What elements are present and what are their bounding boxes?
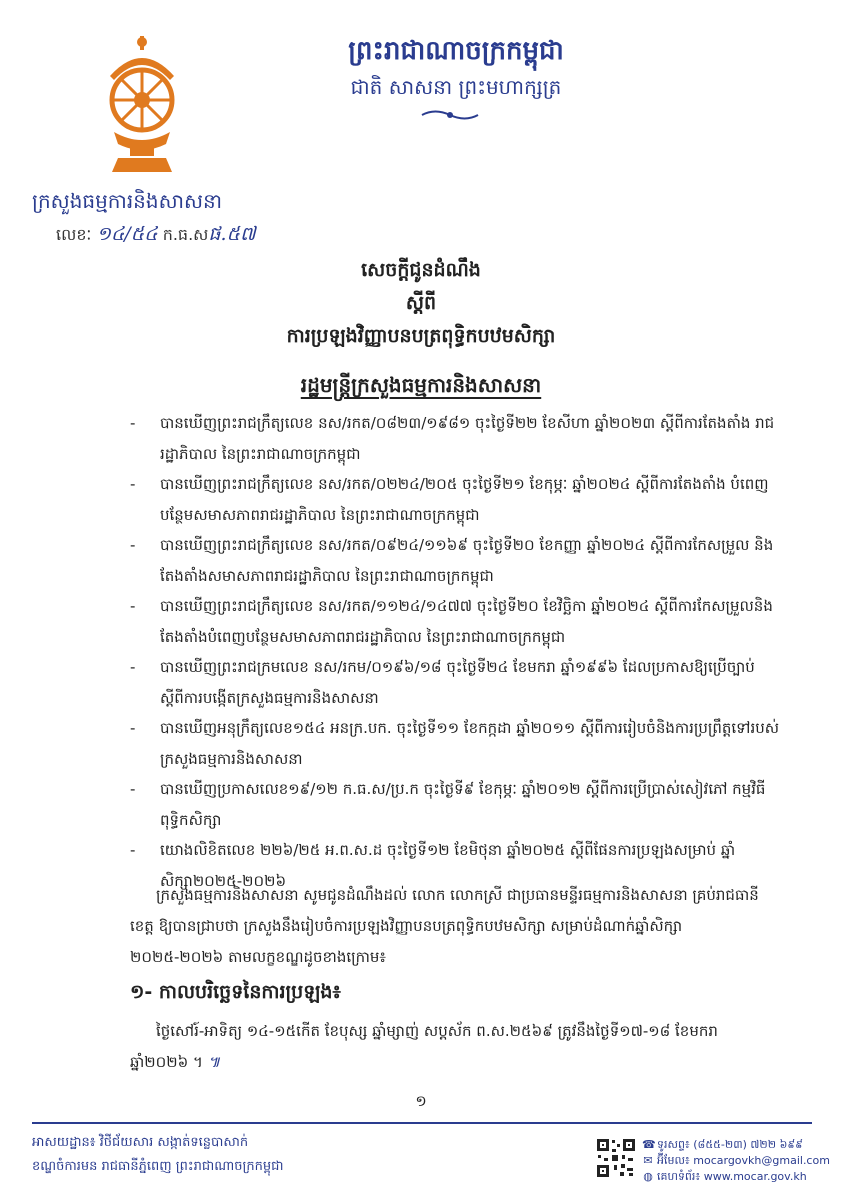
footer-address-line1: អាសយដ្ឋាន៖ វិថីជ័យសារ សង្កាត់ទន្លេបាសាក់ [32,1135,249,1150]
footer-divider [32,1122,812,1124]
ministry-emblem-icon [100,36,184,176]
ministry-name: ក្រសួងធម្មការនិងសាសនា [32,189,223,213]
reference-suffix: ក.ធ.ស [162,225,209,244]
exam-date-text: ថ្ងៃសៅរ៍-អាទិត្យ ១៤-១៥កេីត ខែបុស្ស ឆ្នាំម្សាញ់ សប្តស័ក ព.ស.២៥៦៩ ត្រូវនឹងថ្ងៃទី១៧-១៨ ខែមករា ឆ្នាំ២០២៦ ។ [130,1022,718,1071]
footer-address-line2: ខណ្ឌចំការមន រាជធានីភ្នំពេញ ព្រះរាជាណាចក្រកម្ពុជា [32,1159,284,1174]
notice-body-paragraph: ក្រសួងធម្មការនិងសាសនា សូមជូនដំណឹងដល់ លោក លោកស្រី ជាប្រធានមន្ទីរធម្មការនិងសាសនា គ្រប់រាជធានី ខេត្ត ឱ្យបានជ្រាបថា ក្រសួងនឹងរៀបចំការប្រឡងវិញ្ញាបនបត្រពុទ្ធិកបឋមសិក្សា សម្រាប់ដំណាក់ឆ្នាំសិក្សា ២០២៥-២០២៦ តាមលក្ខខណ្ឌដូចខាងក្រោម៖ [130,886,759,966]
footer-phone-text: ទូរសព្ទ៖ (៨៥៥-២៣) ៧២២ ៦៩៩ [657,1138,803,1151]
notice-title: សេចក្តីជូនដំណឹង [361,259,481,281]
list-item: - បានឃើញព្រះរាជក្រមលេខ នស/រកម/០១៩៦/១៨ ចុះថ្ងៃទី២៤ ខែមករា ឆ្នាំ១៩៩៦ ដែលប្រកាសឱ្យប្រើច្បាប់ ស្តីពីការបង្កើតក្រសួងធម្មការនិងសាសនា [130,652,780,713]
list-item: - បានឃើញព្រះរាជក្រឹត្យលេខ នស/រកត/០៩២៤/១១៦៩ ចុះថ្ងៃទី២០ ខែកញ្ញា ឆ្នាំ២០២៤ ស្តីពីការកែសម្រួល និងតែងតាំងសមាសភាពរាជរដ្ឋាភិបាល នៃព្រះរាជាណាចក្រកម្ពុជា [130,530,780,591]
globe-icon: ◍ [643,1170,653,1183]
minister-heading: រដ្ឋមន្ត្រីក្រសួងធម្មការនិងសាសនា [300,373,542,397]
qr-code-icon [596,1138,636,1178]
notice-title-about: ស្តីពី [405,292,437,314]
national-motto: ជាតិ សាសនា ព្រះមហាក្សត្រ [350,75,562,99]
list-item: - យោងលិខិតលេខ ២២៦/២៥ អ.ព.ស.ដ ចុះថ្ងៃទី១២ ខែមិថុនា ឆ្នាំ២០២៥ ស្តីពីផែនការប្រឡងសម្រាប់ ឆ្នាំសិក្សា២០២៥-២០២៦ [130,835,780,896]
footer-website-text[interactable]: គេហទំព័រ៖ www.mocar.gov.kh [657,1170,807,1183]
reference-tail-handwritten: ផ.៥៧ [208,223,256,245]
page-number: ១ [415,1092,427,1110]
list-item: - បានឃើញព្រះរាជក្រឹត្យលេខ នស/រកត/១១២៤/១៤៧៧ ចុះថ្ងៃទី២០ ខែវិច្ឆិកា ឆ្នាំ២០២៤ ស្តីពីការកែសម្រួលនិងតែងតាំងបំពេញបន្ថែមសមាសភាពរាជរដ្ឋាភិបាល នៃព្រះរាជាណាចក្រកម្ពុជា [130,591,780,652]
section-heading-exam-date: ១- កាលបរិច្ឆេទនៃការប្រឡង៖ [130,981,341,1003]
list-item: - បានឃើញអនុក្រឹត្យលេខ១៥៤ អនក្រ.បក. ចុះថ្ងៃទី១១ ខែកក្កដា ឆ្នាំ២០១១ ស្តីពីការរៀបចំនិងការប្រព្រឹត្តទៅរបស់ក្រសួងធម្មការនិងសាសនា [130,713,780,774]
notice-subject: ការប្រឡងវិញ្ញាបនបត្រពុទ្ធិកបឋមសិក្សា [286,325,556,347]
list-item: - បានឃើញព្រះរាជក្រឹត្យលេខ នស/រកត/០២២៤/២០៥ ចុះថ្ងៃទី២១ ខែកុម្ភៈ ឆ្នាំ២០២៤ ស្តីពីការតែងតាំង បំពេញបន្ថែមសមាសភាពរាជរដ្ឋាភិបាល នៃព្រះរាជាណាចក្រកម្ពុជា [130,469,780,530]
phone-icon: ☎ [642,1138,656,1151]
footer-phone [642,1138,803,1154]
list-item: - បានឃើញប្រកាសលេខ១៩/១២ ក.ធ.ស/ប្រ.ក ចុះថ្ងៃទី៩ ខែកុម្ភៈ ឆ្នាំ២០១២ ស្តីពីការប្រើប្រាស់សៀវភៅ កម្មវិធីពុទ្ធិកសិក្សា [130,774,780,835]
reference-label: លេខៈ [56,225,92,244]
legal-references-list [130,408,780,896]
footer-email[interactable] [642,1154,830,1170]
ornament-divider-icon [420,108,480,122]
footer-website[interactable] [642,1170,807,1186]
email-icon: ✉ [643,1154,653,1167]
reference-number-handwritten: ១៤/៥៤ [96,223,158,245]
list-item: - បានឃើញព្រះរាជក្រឹត្យលេខ នស/រកត/០៨២៣/១៩៨១ ចុះថ្ងៃទី២២ ខែសីហា ឆ្នាំ២០២៣ ស្តីពីការតែងតាំង រាជរដ្ឋាភិបាល នៃព្រះរាជាណាចក្រកម្ពុជា [130,408,780,469]
handwritten-end-mark: ៕ [207,1053,221,1071]
footer-email-text[interactable]: អ៊ីមែល៖ mocargovkh@gmail.com [657,1154,830,1167]
kingdom-heading: ព្រះរាជាណាចក្រកម្ពុជា [348,36,564,66]
exam-date-paragraph [130,1016,780,1078]
reference-number [56,222,256,250]
